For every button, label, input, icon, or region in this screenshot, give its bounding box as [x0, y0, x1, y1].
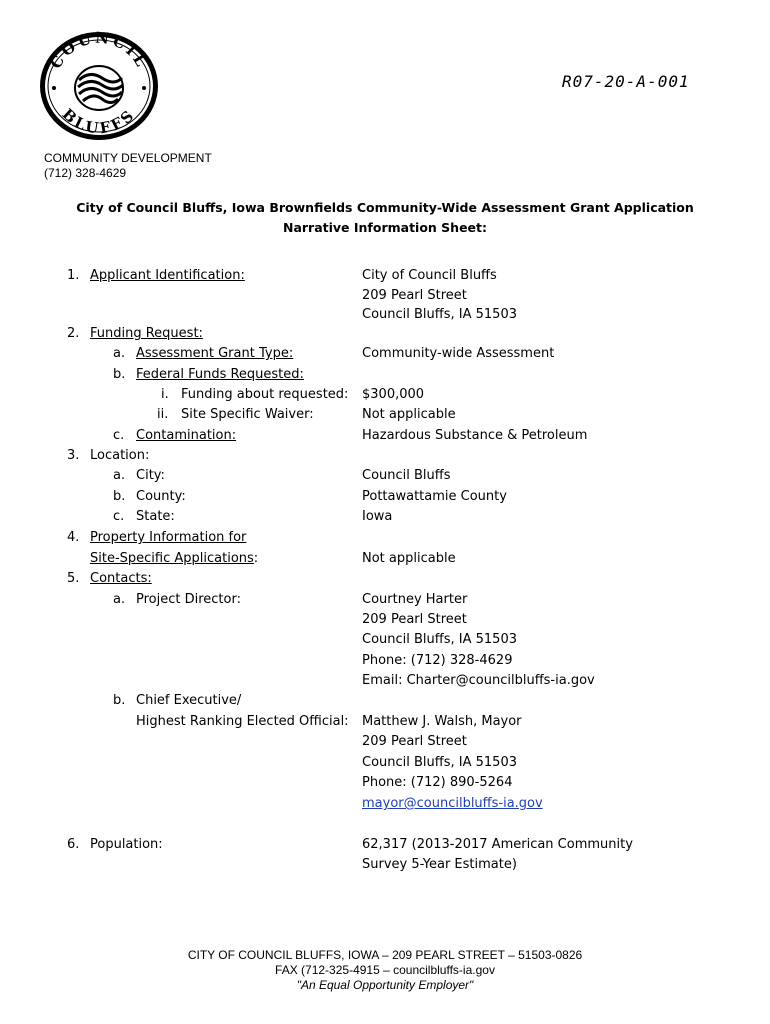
contamination-label: Contamination: — [136, 428, 237, 443]
director-email: Email: Charter@councilbluffs-ia.gov — [362, 673, 595, 688]
item-number: 3. — [67, 448, 80, 463]
funding-label: Funding Request: — [90, 326, 203, 341]
grant-type-label: Assessment Grant Type: — [136, 346, 294, 361]
director-phone: Phone: (712) 328-4629 — [362, 653, 513, 668]
director-name: Courtney Harter — [362, 592, 468, 607]
footer-slogan: "An Equal Opportunity Employer" — [296, 978, 474, 992]
county-label: County: — [136, 489, 186, 504]
subitem-letter: c. — [113, 509, 125, 524]
city-label: City: — [136, 468, 165, 483]
executive-name: Matthew J. Walsh, Mayor — [362, 714, 522, 729]
contacts-label: Contacts: — [90, 571, 152, 586]
county-value: Pottawattamie County — [362, 489, 507, 504]
executive-street: 209 Pearl Street — [362, 734, 467, 749]
subitem-letter: b. — [113, 489, 126, 504]
department-block — [44, 151, 212, 181]
property-value: Not applicable — [362, 551, 456, 566]
site-waiver-value: Not applicable — [362, 407, 456, 422]
executive-phone: Phone: (712) 890-5264 — [362, 775, 513, 790]
subitem-letter: b. — [113, 693, 126, 708]
population-value-line2: Survey 5-Year Estimate) — [362, 857, 517, 872]
funding-amount-label: Funding about requested: — [181, 387, 349, 402]
subitem-letter: b. — [113, 367, 126, 382]
federal-funds-label: Federal Funds Requested: — [136, 367, 304, 382]
property-label-line2 — [90, 549, 258, 569]
footer-address: CITY OF COUNCIL BLUFFS, IOWA – 209 PEARL STREET – 51503-0826 — [187, 948, 583, 962]
property-label-line1: Property Information for — [90, 530, 247, 545]
subitem-letter: a. — [113, 468, 126, 483]
item-number: 5. — [67, 571, 80, 586]
funding-amount-value: $300,000 — [362, 387, 425, 402]
svg-text:COUNCIL: COUNCIL — [46, 30, 152, 72]
document-subtitle: Narrative Information Sheet: — [282, 220, 488, 235]
city-value: Council Bluffs — [362, 468, 451, 483]
item-number: 4. — [67, 530, 80, 545]
contamination-value: Hazardous Substance & Petroleum — [362, 428, 588, 443]
department-name: COMMUNITY DEVELOPMENT — [44, 151, 212, 165]
state-value: Iowa — [362, 509, 393, 524]
applicant-label: Applicant Identification: — [90, 268, 245, 283]
subitem-roman: ii. — [157, 407, 169, 422]
project-director-label: Project Director: — [136, 592, 241, 607]
subitem-roman: i. — [161, 387, 169, 402]
executive-email-link[interactable]: mayor@councilbluffs-ia.gov — [362, 796, 543, 811]
svg-text:BLUFFS: BLUFFS — [58, 104, 140, 138]
item-number: 2. — [67, 326, 80, 341]
population-label: Population: — [90, 837, 163, 852]
subitem-letter: c. — [113, 428, 125, 443]
grant-type-value: Community-wide Assessment — [362, 346, 555, 361]
director-city: Council Bluffs, IA 51503 — [362, 632, 517, 647]
applicant-city: Council Bluffs, IA 51503 — [362, 307, 517, 322]
subitem-letter: a. — [113, 346, 126, 361]
chief-executive-label-line1: Chief Executive/ — [136, 693, 242, 708]
applicant-name: City of Council Bluffs — [362, 268, 497, 283]
document-id: R07-20-A-001 — [562, 72, 690, 91]
subitem-letter: a. — [113, 592, 126, 607]
property-label-text: Site-Specific Applications — [90, 551, 254, 566]
state-label: State: — [136, 509, 175, 524]
footer-fax: FAX (712-325-4915 – councilbluffs-ia.gov — [275, 963, 495, 977]
director-street: 209 Pearl Street — [362, 612, 467, 627]
chief-executive-label-line2: Highest Ranking Elected Official: — [136, 714, 349, 729]
council-bluffs-logo — [38, 30, 160, 142]
applicant-street: 209 Pearl Street — [362, 288, 467, 303]
executive-city: Council Bluffs, IA 51503 — [362, 755, 517, 770]
population-value-line1: 62,317 (2013-2017 American Community — [362, 837, 633, 852]
property-label-colon: : — [253, 551, 259, 566]
document-title: City of Council Bluffs, Iowa Brownfields Community-Wide Assessment Grant Application — [76, 200, 694, 215]
site-waiver-label: Site Specific Waiver: — [181, 407, 314, 422]
location-label: Location: — [90, 448, 150, 463]
item-number: 1. — [67, 268, 80, 283]
department-phone: (712) 328-4629 — [44, 166, 127, 180]
item-number: 6. — [67, 837, 80, 852]
